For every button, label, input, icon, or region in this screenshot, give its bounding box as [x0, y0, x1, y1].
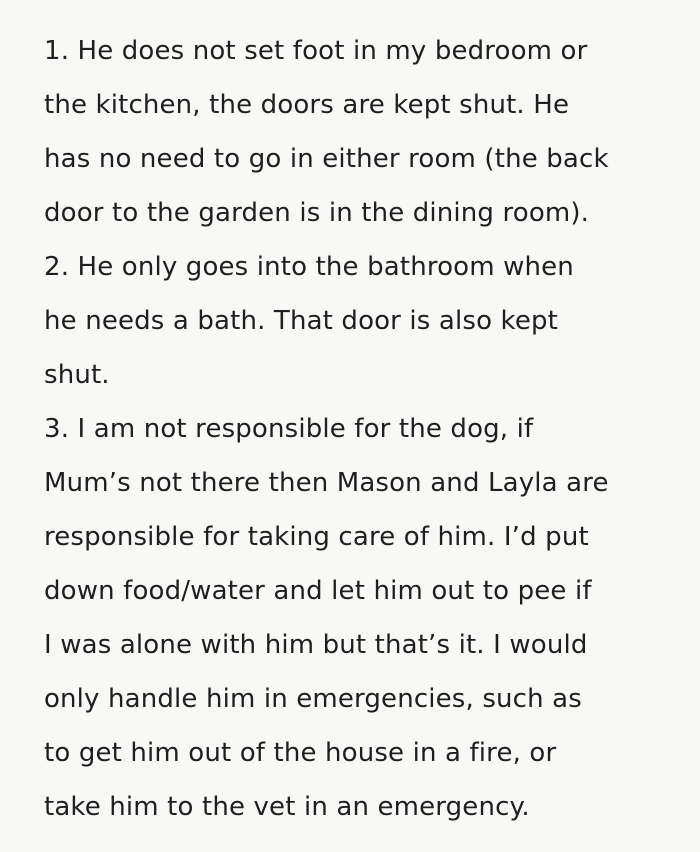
rule-2 [44, 240, 680, 402]
text-line: only handle him in emergencies, such as [44, 684, 582, 714]
text-line: 3. I am not responsible for the dog, if [44, 414, 534, 444]
text-line: shut. [44, 360, 110, 390]
text-line: door to the garden is in the dining room). [44, 198, 590, 228]
text-line: has no need to go in either room (the back [44, 144, 609, 174]
rule-1 [44, 24, 680, 240]
text-line: take him to the vet in an emergency. [44, 792, 530, 822]
rule-3 [44, 402, 680, 834]
text-line: responsible for taking care of him. I’d put [44, 522, 589, 552]
text-line: to get him out of the house in a fire, or [44, 738, 557, 768]
text-line: he needs a bath. That door is also kept [44, 306, 558, 336]
text-line: I was alone with him but that’s it. I would [44, 630, 588, 660]
text-line: the kitchen, the doors are kept shut. He [44, 90, 570, 120]
text-line: 1. He does not set foot in my bedroom or [44, 36, 588, 66]
text-line: down food/water and let him out to pee if [44, 576, 592, 606]
text-line: Mum’s not there then Mason and Layla are [44, 468, 609, 498]
text-line: 2. He only goes into the bathroom when [44, 252, 574, 282]
